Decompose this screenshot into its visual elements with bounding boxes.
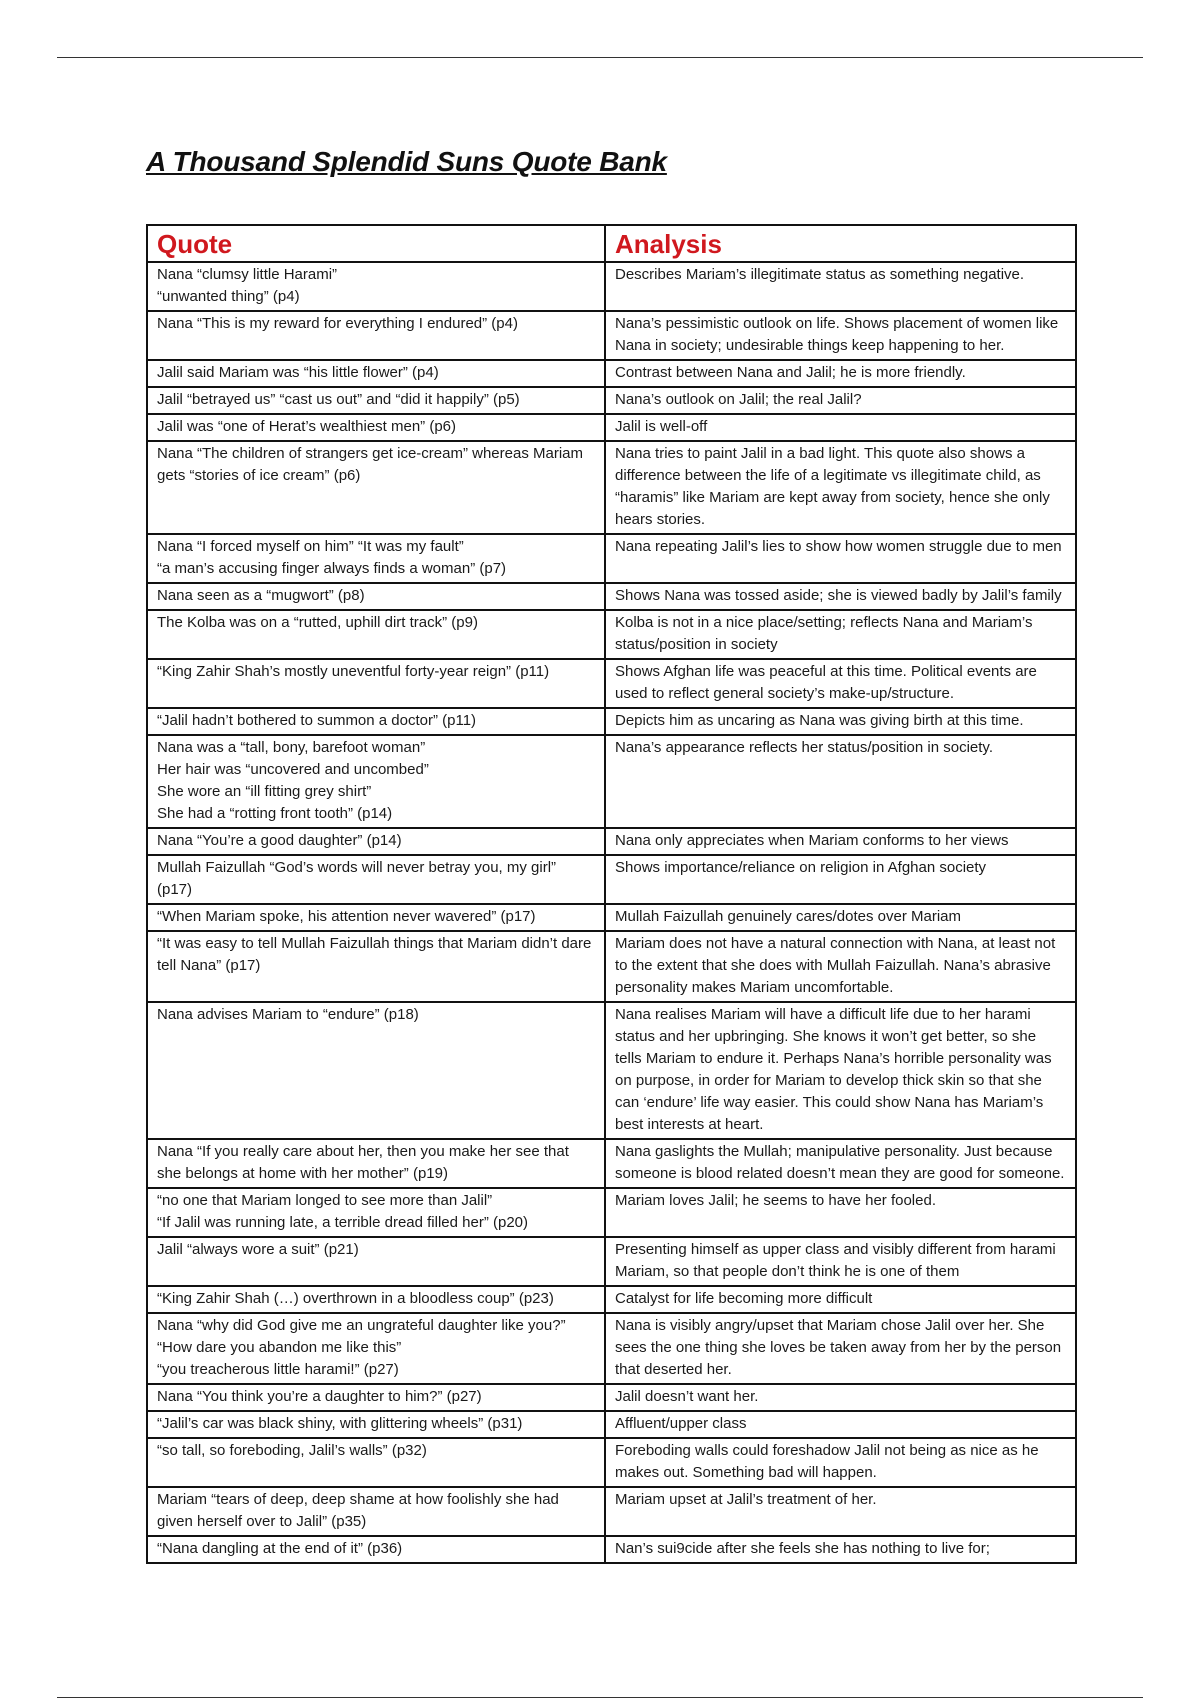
- quote-cell: [147, 1237, 605, 1286]
- quote-cell: [147, 1536, 605, 1563]
- quote-text-line: Nana “If you really care about her, then you make her see that she belongs at home with her mother” (p19): [157, 1143, 569, 1182]
- quote-text-line: “If Jalil was running late, a terrible dread filled her” (p20): [157, 1214, 529, 1231]
- analysis-text-line: Nana tries to paint Jalil in a bad light. This quote also shows a difference between the life of a legitimate vs illegitimate child, as “haramis” like Mariam are kept away from society, hence she only hears stories.: [615, 445, 1050, 528]
- table-row: [147, 1384, 1076, 1411]
- quote-cell: [147, 931, 605, 1002]
- table-row: [147, 414, 1076, 441]
- quote-text-line: “Jalil’s car was black shiny, with glittering wheels” (p31): [157, 1415, 523, 1432]
- footer-rule: [57, 1697, 1143, 1698]
- analysis-text-line: Nana’s outlook on Jalil; the real Jalil?: [615, 391, 862, 408]
- analysis-text-line: Nana is visibly angry/upset that Mariam chose Jalil over her. She sees the one thing she loves be taken away from her by the person that deserted her.: [615, 1317, 1062, 1378]
- analysis-cell: [605, 1384, 1076, 1411]
- quote-text-line: Nana seen as a “mugwort” (p8): [157, 587, 365, 604]
- table-row: [147, 1139, 1076, 1188]
- analysis-text-line: Mullah Faizullah genuinely cares/dotes over Mariam: [615, 908, 961, 925]
- analysis-text-line: Contrast between Nana and Jalil; he is more friendly.: [615, 364, 966, 381]
- table-row: [147, 1487, 1076, 1536]
- table-row: [147, 1188, 1076, 1237]
- analysis-cell: [605, 414, 1076, 441]
- table-row: [147, 387, 1076, 414]
- quote-text-line: Jalil “betrayed us” “cast us out” and “did it happily” (p5): [157, 391, 520, 408]
- quote-text-line: Jalil was “one of Herat’s wealthiest men” (p6): [157, 418, 457, 435]
- analysis-text-line: Presenting himself as upper class and visibly different from harami Mariam, so that people don’t think he is one of them: [615, 1241, 1056, 1280]
- quote-cell: [147, 1002, 605, 1139]
- analysis-cell: [605, 1188, 1076, 1237]
- analysis-cell: [605, 262, 1076, 311]
- table-row: [147, 441, 1076, 534]
- table-row: [147, 1536, 1076, 1563]
- quote-cell: [147, 610, 605, 659]
- page-title: A Thousand Splendid Suns Quote Bank: [146, 146, 667, 177]
- analysis-text-line: Describes Mariam’s illegitimate status as something negative.: [615, 266, 1025, 283]
- quote-cell: [147, 855, 605, 904]
- analysis-cell: [605, 1411, 1076, 1438]
- quote-cell: [147, 414, 605, 441]
- analysis-cell: [605, 534, 1076, 583]
- quote-text-line: Nana “why did God give me an ungrateful daughter like you?”: [157, 1317, 566, 1334]
- quote-cell: [147, 1286, 605, 1313]
- analysis-cell: [605, 441, 1076, 534]
- analysis-text-line: Shows importance/reliance on religion in Afghan society: [615, 859, 987, 876]
- quote-text-line: Nana “This is my reward for everything I endured” (p4): [157, 315, 518, 332]
- quote-cell: [147, 735, 605, 828]
- analysis-text-line: Mariam does not have a natural connection with Nana, at least not to the extent that she does with Mullah Faizullah. Nana’s abrasive personality makes Mariam uncomfortable.: [615, 935, 1056, 996]
- analysis-text-line: Kolba is not in a nice place/setting; reflects Nana and Mariam’s status/position in society: [615, 614, 1033, 653]
- quote-text-line: “King Zahir Shah (…) overthrown in a bloodless coup” (p23): [157, 1290, 554, 1307]
- analysis-cell: [605, 1237, 1076, 1286]
- analysis-cell: [605, 828, 1076, 855]
- analysis-cell: [605, 1139, 1076, 1188]
- analysis-text-line: Jalil is well-off: [615, 418, 708, 435]
- analysis-text-line: Nana realises Mariam will have a difficult life due to her harami status and her upbringing. She knows it won’t get better, so she tells Mariam to endure it. Perhaps Nana’s horrible personality was on purpose, in order for Mariam to develop thick skin so that she can ‘endure’ life way easier. This could show Nana has Mariam’s best interests at heart.: [615, 1006, 1052, 1133]
- table-row: [147, 1411, 1076, 1438]
- quote-text-line: “you treacherous little harami!” (p27): [157, 1361, 399, 1378]
- quote-text-line: Mariam “tears of deep, deep shame at how foolishly she had given herself over to Jalil” (p35): [157, 1491, 559, 1530]
- quote-cell: [147, 1139, 605, 1188]
- quote-cell: [147, 708, 605, 735]
- quote-text-line: Nana “You think you’re a daughter to him?” (p27): [157, 1388, 482, 1405]
- quote-cell: [147, 262, 605, 311]
- analysis-cell: [605, 583, 1076, 610]
- quote-cell: [147, 360, 605, 387]
- analysis-cell: [605, 1536, 1076, 1563]
- analysis-text-line: Nana gaslights the Mullah; manipulative personality. Just because someone is blood related doesn’t mean they are good for someone.: [615, 1143, 1065, 1182]
- analysis-cell: [605, 735, 1076, 828]
- table-row: [147, 735, 1076, 828]
- analysis-cell: [605, 904, 1076, 931]
- quote-cell: [147, 583, 605, 610]
- quote-cell: [147, 387, 605, 414]
- analysis-text-line: Nan’s sui9cide after she feels she has nothing to live for;: [615, 1540, 990, 1557]
- table-row: [147, 1286, 1076, 1313]
- table-row: [147, 262, 1076, 311]
- quote-cell: [147, 1188, 605, 1237]
- table-row: [147, 534, 1076, 583]
- analysis-cell: [605, 360, 1076, 387]
- quote-cell: [147, 441, 605, 534]
- quote-cell: [147, 1487, 605, 1536]
- table-row: [147, 311, 1076, 360]
- analysis-cell: [605, 1313, 1076, 1384]
- analysis-text-line: Mariam loves Jalil; he seems to have her fooled.: [615, 1192, 936, 1209]
- table-row: [147, 828, 1076, 855]
- quote-cell: [147, 311, 605, 360]
- analysis-cell: [605, 1286, 1076, 1313]
- analysis-cell: [605, 659, 1076, 708]
- quote-text-line: Nana was a “tall, bony, barefoot woman”: [157, 739, 426, 756]
- quote-text-line: Nana advises Mariam to “endure” (p18): [157, 1006, 419, 1023]
- analysis-cell: [605, 708, 1076, 735]
- quote-cell: [147, 1313, 605, 1384]
- quote-text-line: Nana “The children of strangers get ice-cream” whereas Mariam gets “stories of ice cream” (p6): [157, 445, 583, 484]
- quote-text-line: “no one that Mariam longed to see more than Jalil”: [157, 1192, 493, 1209]
- table-row: [147, 1002, 1076, 1139]
- quote-text-line: The Kolba was on a “rutted, uphill dirt track” (p9): [157, 614, 478, 631]
- quote-cell: [147, 1438, 605, 1487]
- table-row: [147, 659, 1076, 708]
- analysis-text-line: Nana only appreciates when Mariam conforms to her views: [615, 832, 1009, 849]
- quote-text-line: “When Mariam spoke, his attention never wavered” (p17): [157, 908, 536, 925]
- analysis-cell: [605, 1002, 1076, 1139]
- quote-text-line: Nana “You’re a good daughter” (p14): [157, 832, 402, 849]
- table-row: [147, 610, 1076, 659]
- table-row: [147, 1237, 1076, 1286]
- table-row: [147, 583, 1076, 610]
- quote-text-line: Her hair was “uncovered and uncombed”: [157, 761, 429, 778]
- analysis-text-line: Catalyst for life becoming more difficult: [615, 1290, 873, 1307]
- quote-text-line: “so tall, so foreboding, Jalil’s walls” (p32): [157, 1442, 427, 1459]
- analysis-text-line: Shows Afghan life was peaceful at this time. Political events are used to reflect general society’s make-up/structure.: [615, 663, 1037, 702]
- table-row: [147, 855, 1076, 904]
- quote-text-line: “a man’s accusing finger always finds a woman” (p7): [157, 560, 507, 577]
- quote-text-line: “unwanted thing” (p4): [157, 288, 300, 305]
- quote-table: [146, 224, 1077, 1564]
- quote-cell: [147, 1411, 605, 1438]
- analysis-text-line: Nana’s appearance reflects her status/position in society.: [615, 739, 993, 756]
- analysis-cell: [605, 931, 1076, 1002]
- analysis-cell: [605, 311, 1076, 360]
- quote-text-line: Jalil “always wore a suit” (p21): [157, 1241, 359, 1258]
- analysis-text-line: Foreboding walls could foreshadow Jalil not being as nice as he makes out. Something bad will happen.: [615, 1442, 1039, 1481]
- quote-text-line: Nana “I forced myself on him” “It was my fault”: [157, 538, 464, 555]
- analysis-cell: [605, 1487, 1076, 1536]
- quote-text-line: Jalil said Mariam was “his little flower” (p4): [157, 364, 439, 381]
- quote-cell: [147, 828, 605, 855]
- quote-cell: [147, 904, 605, 931]
- quote-text-line: Nana “clumsy little Harami”: [157, 266, 338, 283]
- quote-cell: [147, 659, 605, 708]
- analysis-text-line: Jalil doesn’t want her.: [615, 1388, 759, 1405]
- table-row: [147, 1313, 1076, 1384]
- table-row: [147, 708, 1076, 735]
- analysis-text-line: Depicts him as uncaring as Nana was giving birth at this time.: [615, 712, 1024, 729]
- table-row: [147, 931, 1076, 1002]
- quote-text-line: She had a “rotting front tooth” (p14): [157, 805, 393, 822]
- analysis-cell: [605, 610, 1076, 659]
- table-row: [147, 1438, 1076, 1487]
- quote-text-line: She wore an “ill fitting grey shirt”: [157, 783, 372, 800]
- quote-text-line: “Jalil hadn’t bothered to summon a doctor” (p11): [157, 712, 477, 729]
- analysis-text-line: Mariam upset at Jalil’s treatment of her.: [615, 1491, 877, 1508]
- quote-text-line: Mullah Faizullah “God’s words will never betray you, my girl” (p17): [157, 859, 557, 898]
- quote-cell: [147, 534, 605, 583]
- analysis-text-line: Shows Nana was tossed aside; she is viewed badly by Jalil’s family: [615, 587, 1062, 604]
- analysis-text-line: Nana’s pessimistic outlook on life. Shows placement of women like Nana in society; undesirable things keep happening to her.: [615, 315, 1059, 354]
- header-rule: [57, 57, 1143, 58]
- analysis-column-header: Analysis: [605, 225, 1076, 262]
- quote-text-line: “Nana dangling at the end of it” (p36): [157, 1540, 403, 1557]
- table-header-row: [147, 225, 1076, 262]
- analysis-text-line: Nana repeating Jalil’s lies to show how women struggle due to men: [615, 538, 1062, 555]
- analysis-text-line: Affluent/upper class: [615, 1415, 747, 1432]
- quote-column-header: Quote: [147, 225, 605, 262]
- table-row: [147, 904, 1076, 931]
- quote-text-line: “King Zahir Shah’s mostly uneventful forty-year reign” (p11): [157, 663, 550, 680]
- quote-cell: [147, 1384, 605, 1411]
- quote-text-line: “How dare you abandon me like this”: [157, 1339, 402, 1356]
- table-row: [147, 360, 1076, 387]
- analysis-cell: [605, 1438, 1076, 1487]
- quote-text-line: “It was easy to tell Mullah Faizullah things that Mariam didn’t dare tell Nana” (p17): [157, 935, 592, 974]
- analysis-cell: [605, 387, 1076, 414]
- analysis-cell: [605, 855, 1076, 904]
